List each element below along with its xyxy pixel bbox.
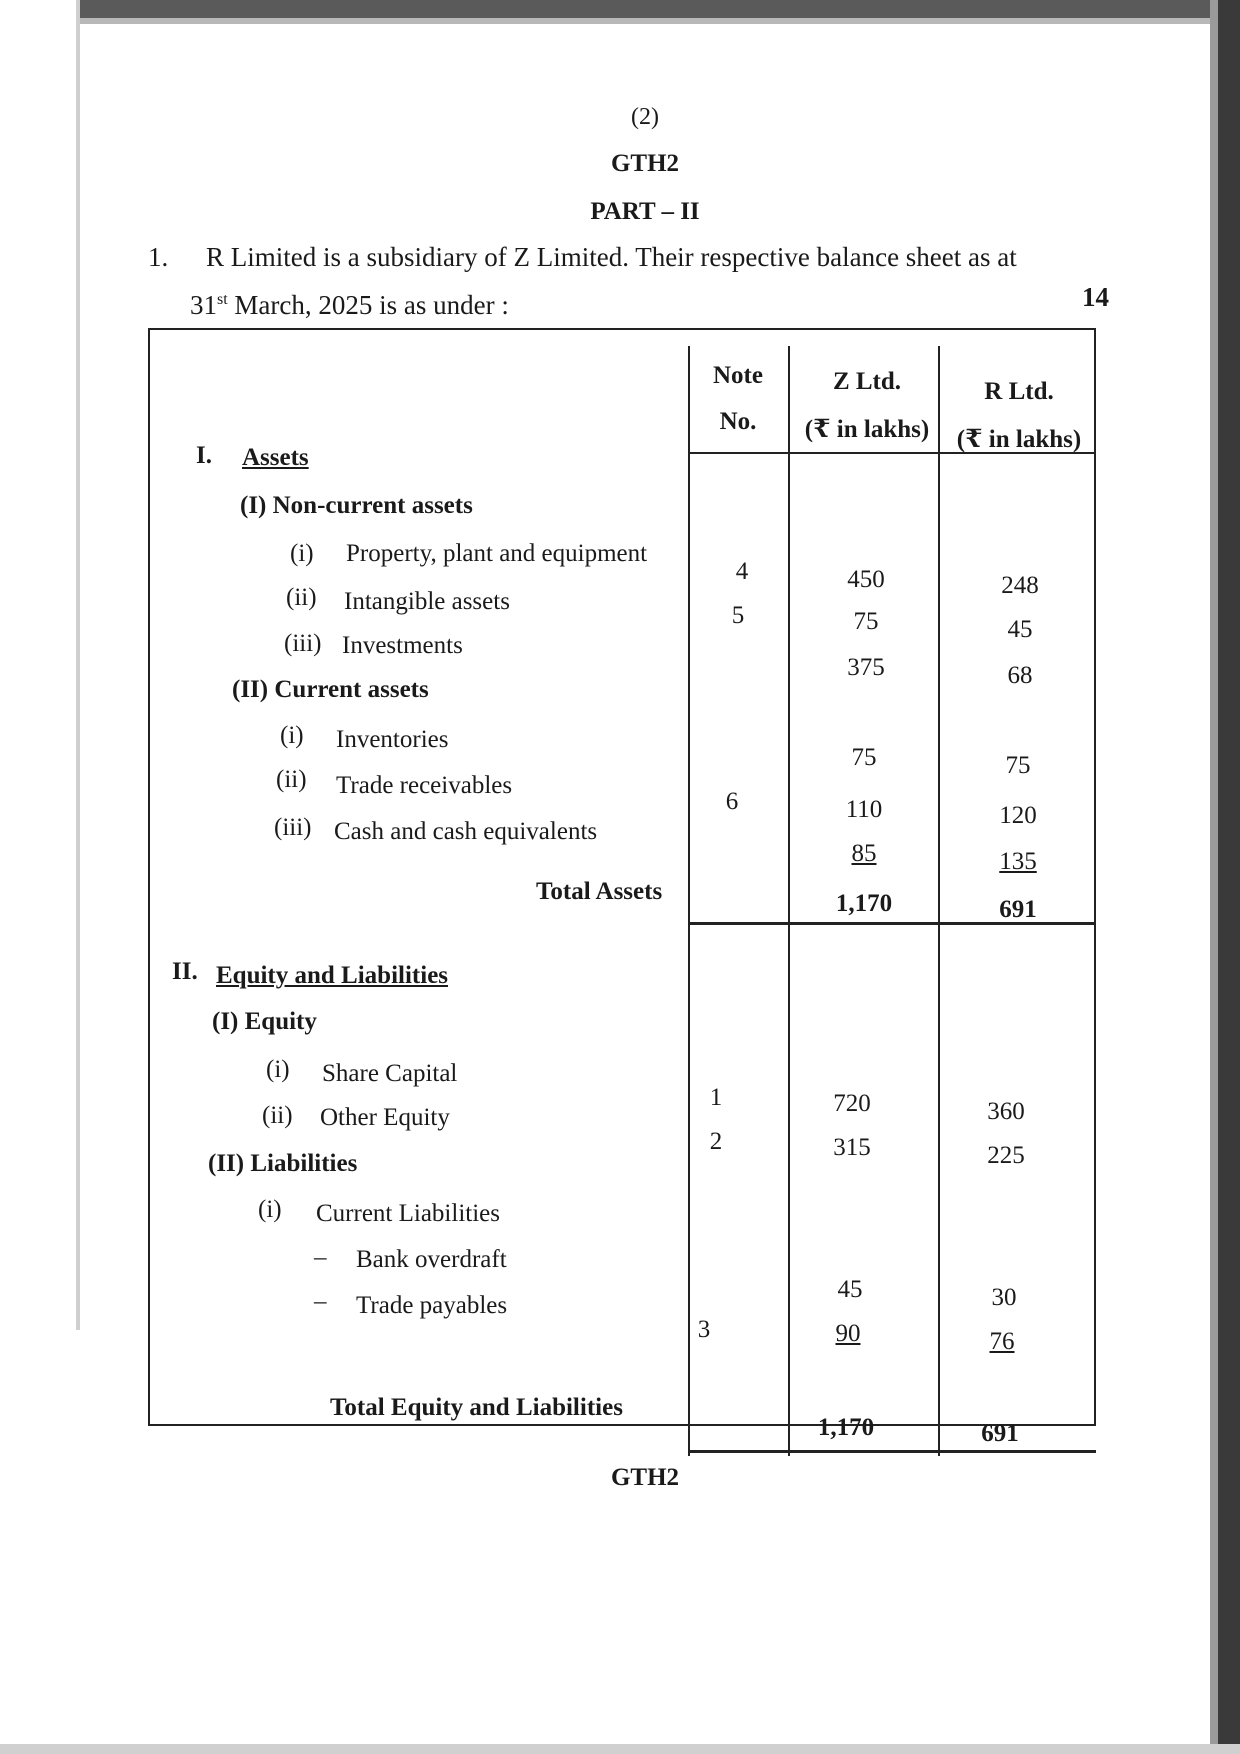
header-r-1: R Ltd.: [984, 378, 1054, 405]
question-line-1: R Limited is a subsidiary of Z Limited. Their respective balance sheet as at: [206, 242, 1017, 272]
total-eql-label: Total Equity and Liabilities: [330, 1394, 623, 1421]
intangible-r: 45: [1007, 616, 1033, 643]
equity-heading: (I) Equity: [212, 1008, 317, 1035]
investments-r: 68: [1007, 662, 1033, 689]
question-marks: 14: [1082, 282, 1109, 312]
inventories-label: Inventories: [336, 726, 449, 753]
bank-overdraft-z: 45: [837, 1276, 863, 1303]
total-assets-z: 1,170: [835, 890, 893, 917]
other-equity-num: (ii): [262, 1102, 293, 1129]
bank-overdraft-r: 30: [991, 1284, 1017, 1311]
column-divider-note: [688, 346, 690, 1456]
header-note-1: Note: [713, 362, 763, 389]
inventories-num: (i): [280, 722, 304, 749]
scan-bottom-edge: [0, 1744, 1240, 1754]
trade-receivables-label: Trade receivables: [336, 772, 513, 799]
share-capital-num: (i): [266, 1056, 290, 1083]
intangible-note: 5: [731, 602, 745, 629]
paper-code-top: GTH2: [610, 150, 680, 177]
trade-payables-dash: –: [314, 1288, 327, 1315]
share-capital-r: 360: [987, 1098, 1025, 1125]
ppe-label: Property, plant and equipment: [346, 540, 648, 567]
other-equity-note: 2: [709, 1128, 723, 1155]
header-z-2: (₹ in lakhs): [804, 416, 930, 443]
header-note-2: No.: [719, 408, 757, 435]
bank-overdraft-label: Bank overdraft: [356, 1246, 507, 1273]
part-title: PART – II: [590, 198, 700, 225]
question-line-2: 31st March, 2025 is as under :: [190, 290, 509, 320]
investments-label: Investments: [342, 632, 463, 659]
intangible-num: (ii): [286, 584, 317, 611]
total-assets-r: 691: [999, 896, 1037, 923]
bank-overdraft-dash: –: [314, 1244, 327, 1271]
total-assets-label: Total Assets: [536, 878, 663, 905]
inventories-r: 75: [1005, 752, 1031, 779]
investments-z: 375: [847, 654, 885, 681]
ppe-num: (i): [290, 540, 314, 567]
trade-receivables-num: (ii): [276, 766, 307, 793]
ppe-note: 4: [735, 558, 749, 585]
trade-receivables-note: 6: [725, 788, 739, 815]
intangible-z: 75: [853, 608, 879, 635]
scan-top-edge: [80, 0, 1240, 18]
table-bottom-rule: [688, 1450, 1096, 1453]
eql-heading: Equity and Liabilities: [216, 962, 449, 989]
cash-z: 85: [851, 840, 877, 867]
ppe-z: 450: [847, 566, 885, 593]
other-equity-r: 225: [987, 1142, 1025, 1169]
liabilities-heading: (II) Liabilities: [208, 1150, 358, 1177]
share-capital-label: Share Capital: [322, 1060, 458, 1087]
eql-heading-num: II.: [172, 958, 198, 985]
share-capital-z: 720: [833, 1090, 871, 1117]
trade-receivables-z: 110: [845, 796, 883, 823]
trade-receivables-r: 120: [999, 802, 1037, 829]
current-assets-heading: (II) Current assets: [232, 676, 429, 703]
noncurrent-assets-heading: (I) Non-current assets: [240, 492, 473, 519]
total-eql-r: 691: [981, 1420, 1019, 1447]
trade-payables-z: 90: [835, 1320, 861, 1347]
other-equity-z: 315: [833, 1134, 871, 1161]
cash-label: Cash and cash equivalents: [334, 818, 598, 845]
header-z-1: Z Ltd.: [832, 368, 902, 395]
header-r-2: (₹ in lakhs): [956, 426, 1082, 453]
intangible-label: Intangible assets: [344, 588, 510, 615]
current-liabilities-label: Current Liabilities: [316, 1200, 500, 1227]
assets-heading-num: I.: [196, 442, 212, 469]
trade-payables-r: 76: [989, 1328, 1015, 1355]
investments-num: (iii): [284, 630, 322, 657]
scan-top-shadow: [80, 18, 1240, 24]
ppe-r: 248: [1001, 572, 1039, 599]
assets-heading: Assets: [242, 444, 309, 471]
current-liabilities-num: (i): [258, 1196, 282, 1223]
paper-code-bottom: GTH2: [610, 1464, 680, 1491]
total-eql-z: 1,170: [817, 1414, 875, 1441]
trade-payables-label: Trade payables: [356, 1292, 508, 1319]
page-number: (2): [631, 104, 659, 130]
cash-r: 135: [999, 848, 1037, 875]
other-equity-label: Other Equity: [320, 1104, 450, 1131]
cash-num: (iii): [274, 814, 312, 841]
inventories-z: 75: [851, 744, 877, 771]
trade-payables-note: 3: [697, 1316, 711, 1343]
share-capital-note: 1: [709, 1084, 723, 1111]
question-number: 1.: [148, 242, 169, 272]
